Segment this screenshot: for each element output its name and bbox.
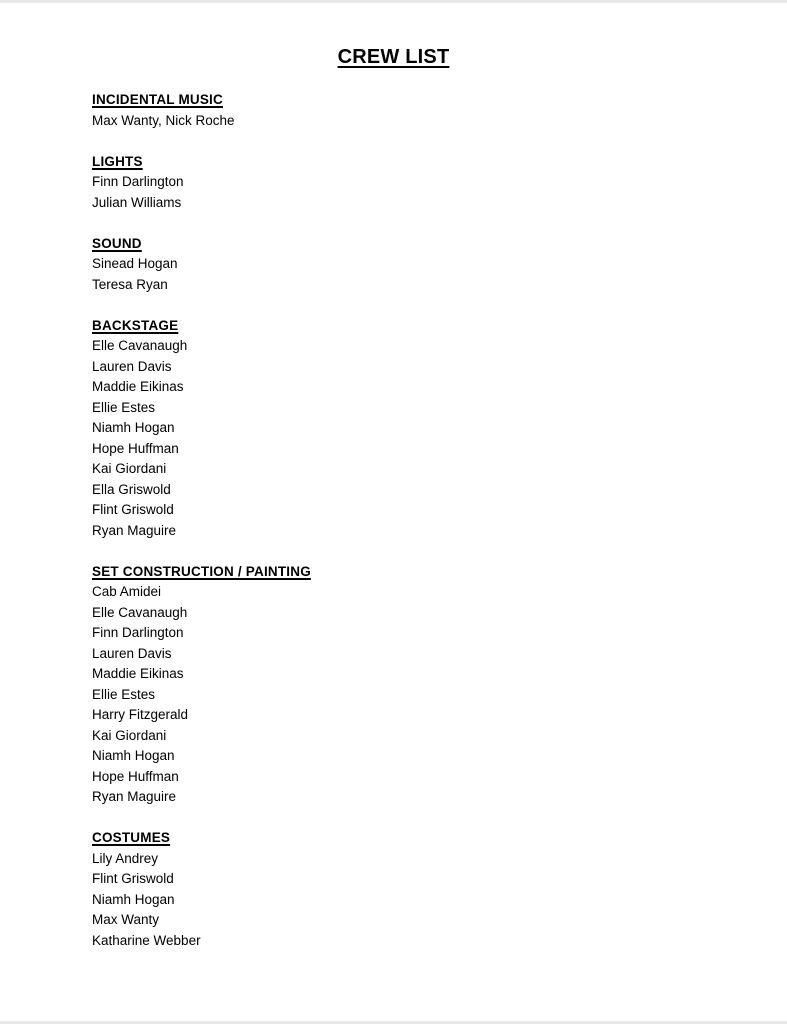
crew-name: Hope Huffman	[92, 768, 179, 784]
section-heading-text: LIGHTS	[92, 153, 143, 169]
crew-name: Flint Griswold	[92, 871, 174, 886]
crew-sections	[0, 90, 787, 951]
crew-section	[92, 828, 747, 951]
section-heading	[92, 152, 747, 173]
crew-name: Hope Huffman	[92, 440, 179, 456]
crew-name: Cab Amidei	[92, 584, 162, 599]
crew-name: Max Wanty, Nick Roche	[92, 112, 235, 128]
crew-name: Kai Giordani	[92, 461, 167, 476]
crew-name: Lauren Davis	[92, 358, 172, 374]
section-heading	[92, 90, 747, 111]
page-title-text: CREW LIST	[337, 46, 450, 68]
crew-section	[92, 90, 747, 131]
crew-name: Ryan Maguire	[92, 789, 177, 804]
crew-name: Finn Darlington	[92, 625, 184, 640]
crew-name: Flint Griswold	[92, 502, 174, 517]
crew-name: Ryan Maguire	[92, 522, 177, 538]
crew-name: Ellie Estes	[92, 686, 156, 702]
crew-name: Katharine Webber	[92, 932, 201, 948]
crew-name: Ella Griswold	[92, 481, 171, 497]
crew-name: Teresa Ryan	[92, 276, 168, 292]
crew-name: Harry Fitzgerald	[92, 707, 189, 722]
crew-name: Niamh Hogan	[92, 748, 175, 763]
crew-name: Elle Cavanaugh	[92, 338, 188, 353]
crew-section	[92, 152, 747, 214]
section-heading-text: SOUND	[92, 235, 142, 251]
page-top-edge	[0, 0, 787, 3]
crew-name: Sinead Hogan	[92, 256, 178, 271]
crew-name: Niamh Hogan	[92, 891, 175, 907]
crew-name: Maddie Eikinas	[92, 666, 184, 681]
section-heading	[92, 234, 747, 255]
crew-section	[92, 234, 747, 296]
crew-name: Niamh Hogan	[92, 420, 175, 435]
crew-name: Maddie Eikinas	[92, 379, 184, 394]
section-heading-text: SET CONSTRUCTION / PAINTING	[92, 563, 311, 579]
crew-name: Lauren Davis	[92, 645, 172, 661]
crew-section	[92, 562, 747, 808]
crew-name: Max Wanty	[92, 912, 160, 927]
crew-name: Julian Williams	[92, 194, 182, 210]
section-heading-text: BACKSTAGE	[92, 317, 179, 333]
crew-name: Finn Darlington	[92, 174, 184, 189]
crew-name: Ellie Estes	[92, 399, 156, 415]
crew-section	[92, 316, 747, 542]
section-heading	[92, 562, 747, 583]
page-title	[0, 45, 787, 69]
crew-name: Lily Andrey	[92, 850, 159, 866]
section-heading	[92, 828, 747, 849]
crew-name: Elle Cavanaugh	[92, 604, 188, 620]
crew-name: Kai Giordani	[92, 727, 167, 743]
section-heading-text: INCIDENTAL MUSIC	[92, 92, 223, 107]
section-heading-text: COSTUMES	[92, 830, 171, 845]
section-heading	[92, 316, 747, 337]
